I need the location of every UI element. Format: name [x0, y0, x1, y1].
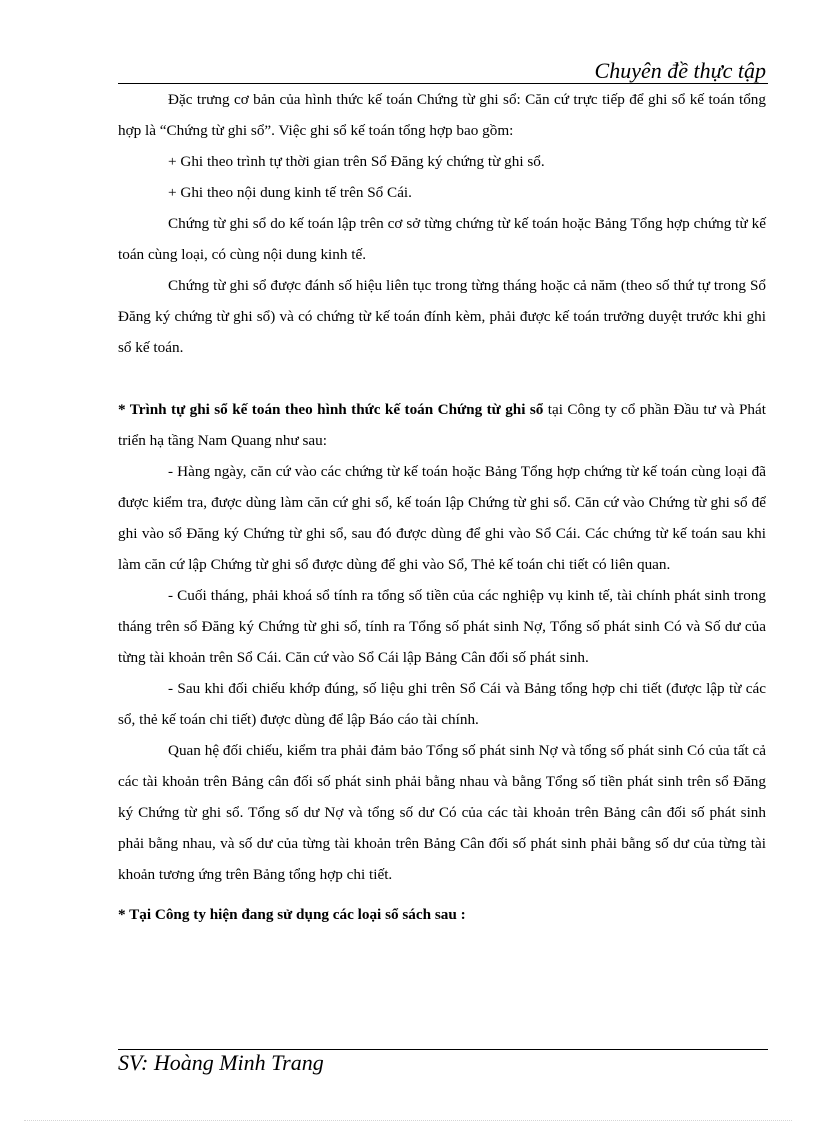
document-body [118, 84, 766, 930]
paragraph-month-end: - Cuối tháng, phải khoá sổ tính ra tổng số tiền của các nghiệp vụ kinh tế, tài chính phát sinh trong tháng trên sổ Đăng ký Chứng từ ghi sổ, tính ra Tổng số phát sinh Nợ, Tổng số phát sinh Có và Số dư của từng tài khoản trên Sổ Cái. Căn cứ vào Sổ Cái lập Bảng Cân đối số phát sinh. [118, 587, 766, 666]
footer-author: SV: Hoàng Minh Trang [118, 1050, 324, 1075]
section-heading-ledgers: * Tại Công ty hiện đang sử dụng các loại sổ sách sau : [118, 906, 466, 923]
paragraph-reconciliation: - Sau khi đối chiếu khớp đúng, số liệu ghi trên Sổ Cái và Bảng tổng hợp chi tiết (được lập từ các sổ, thẻ kế toán chi tiết) được dùng để lập Báo cáo tài chính. [118, 680, 766, 728]
paragraph-daily: - Hàng ngày, căn cứ vào các chứng từ kế toán hoặc Bảng Tổng hợp chứng từ kế toán cùng loại đã được kiểm tra, được dùng làm căn cứ ghi sổ, kế toán lập Chứng từ ghi sổ. Căn cứ vào Chứng từ ghi sổ để ghi vào sổ Đăng ký Chứng từ ghi sổ, sau đó được dùng để ghi vào Sổ Cái. Các chứng từ kế toán sau khi làm căn cứ lập Chứng từ ghi sổ được dùng để ghi vào Sổ, Thẻ kế toán chi tiết có liên quan. [118, 463, 766, 573]
list-item-chronological: + Ghi theo trình tự thời gian trên Sổ Đăng ký chứng từ ghi sổ. [168, 153, 545, 170]
procedure-intro-text: tại Công ty cổ phần Đầu tư và Phát triển hạ tầng Nam Quang như sau: [118, 401, 766, 449]
page-header-title: Chuyên đề thực tập [594, 58, 766, 83]
paragraph-verification: Quan hệ đối chiếu, kiểm tra phải đảm bảo Tổng số phát sinh Nợ và tổng số phát sinh Có của tất cả các tài khoản trên Bảng cân đối số phát sinh phải bằng nhau và bằng Tổng số tiền phát sinh trên sổ Đăng ký Chứng từ ghi sổ. Tổng số dư Nợ và tổng số dư Có của các tài khoản trên Bảng cân đối số phát sinh phải bằng nhau, và số dư của từng tài khoản trên Bảng Cân đối số phát sinh phải bằng số dư của từng tài khoản tương ứng trên Bảng tổng hợp chi tiết. [118, 742, 766, 883]
paragraph-voucher-numbering: Chứng từ ghi sổ được đánh số hiệu liên tục trong từng tháng hoặc cả năm (theo số thứ tự trong Sổ Đăng ký chứng từ ghi sổ) và có chứng từ kế toán đính kèm, phải được kế toán trưởng duyệt trước khi ghi sổ kế toán. [118, 277, 766, 356]
list-item-content: + Ghi theo nội dung kinh tế trên Sổ Cái. [168, 184, 412, 201]
section-heading-procedure: * Trình tự ghi sổ kế toán theo hình thức kế toán Chứng từ ghi sổ [118, 401, 544, 418]
paragraph-voucher-creation: Chứng từ ghi sổ do kế toán lập trên cơ sở từng chứng từ kế toán hoặc Bảng Tổng hợp chứng từ kế toán cùng loại, có cùng nội dung kinh tế. [118, 215, 766, 263]
page-bottom-edge [24, 1120, 792, 1121]
paragraph-intro: Đặc trưng cơ bản của hình thức kế toán Chứng từ ghi sổ: Căn cứ trực tiếp để ghi sổ kế toán tổng hợp là “Chứng từ ghi sổ”. Việc ghi sổ kế toán tổng hợp bao gồm: [118, 91, 766, 139]
paragraph-procedure [118, 394, 766, 456]
